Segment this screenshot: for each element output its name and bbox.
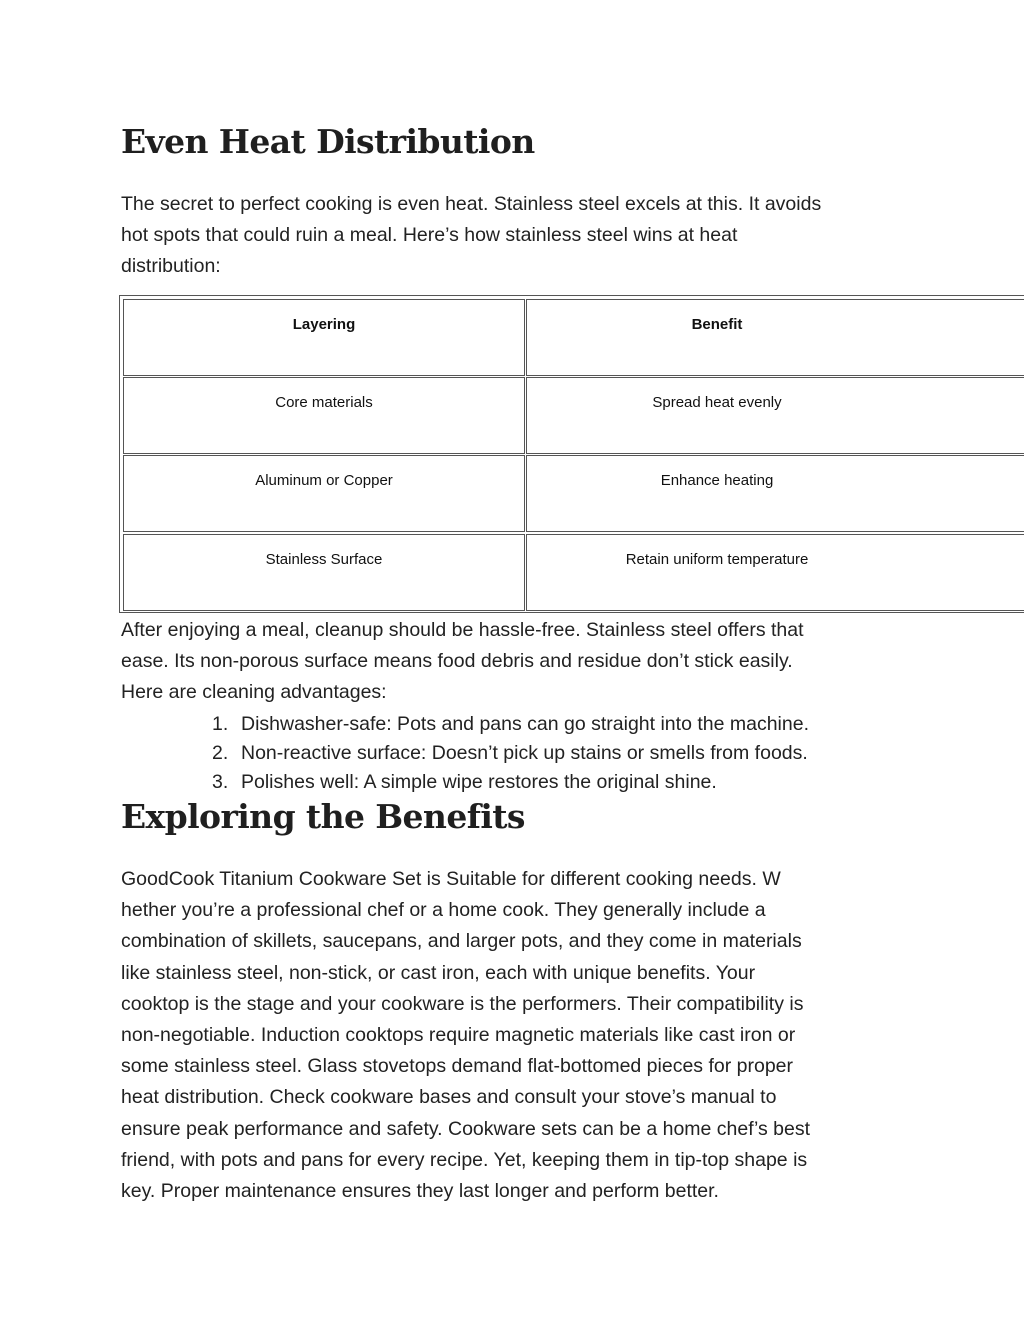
heading-exploring-the-benefits: Exploring the Benefits (121, 797, 525, 836)
intro-paragraph (121, 189, 901, 283)
list-number: 2. (212, 742, 229, 764)
benefits-line: ensure peak performance and safety. Cookware sets can be a home chef’s best (121, 1117, 811, 1140)
list-number: 1. (212, 713, 229, 735)
table-cell: Retain uniform temperature (526, 534, 1024, 611)
list-item-text: Non-reactive surface: Doesn’t pick up stains or smells from foods. (241, 742, 808, 764)
benefits-line: non-negotiable. Induction cooktops require magnetic materials like cast iron or (121, 1024, 796, 1047)
list-item (200, 768, 809, 797)
heading-even-heat-distribution: Even Heat Distribution (121, 122, 535, 161)
benefits-line: like stainless steel, non-stick, or cast iron, each with unique benefits. Your (121, 961, 756, 984)
list-item (200, 710, 809, 739)
benefits-line: hether you’re a professional chef or a home cook. They generally include a (121, 899, 766, 922)
cleaning-line: Here are cleaning advantages: (121, 681, 387, 704)
benefits-line: cooktop is the stage and your cookware is the performers. Their compatibility is (121, 992, 804, 1015)
cleaning-paragraph (121, 615, 901, 709)
benefits-line: friend, with pots and pans for every recipe. Yet, keeping them in tip-top shape is (121, 1148, 808, 1171)
benefits-line: key. Proper maintenance ensures they last longer and perform better. (121, 1180, 719, 1203)
benefits-line: GoodCook Titanium Cookware Set is Suitable for different cooking needs. W (121, 868, 781, 890)
list-number: 3. (212, 771, 229, 793)
table-cell: Enhance heating (526, 455, 1024, 532)
cleaning-line: After enjoying a meal, cleanup should be hassle-free. Stainless steel offers that (121, 619, 804, 641)
layering-benefit-table (119, 295, 1024, 613)
table-cell: Core materials (123, 377, 525, 454)
intro-line: hot spots that could ruin a meal. Here’s how stainless steel wins at heat (121, 224, 738, 247)
intro-line: distribution: (121, 255, 221, 278)
intro-line: The secret to perfect cooking is even heat. Stainless steel excels at this. It avoids (121, 193, 822, 215)
benefits-paragraph (121, 864, 901, 1207)
table-cell: Stainless Surface (123, 534, 525, 611)
benefits-line: heat distribution. Check cookware bases and consult your stove’s manual to (121, 1086, 777, 1109)
list-item-text: Polishes well: A simple wipe restores the original shine. (241, 771, 717, 793)
cleaning-line: ease. Its non-porous surface means food debris and residue don’t stick easily. (121, 650, 793, 673)
list-item-text: Dishwasher-safe: Pots and pans can go straight into the machine. (241, 713, 809, 735)
benefits-line: some stainless steel. Glass stovetops demand flat-bottomed pieces for proper (121, 1055, 793, 1078)
cleaning-advantages-list (200, 710, 809, 797)
table-cell: Spread heat evenly (526, 377, 1024, 454)
list-item (200, 739, 809, 768)
table-header-benefit: Benefit (526, 299, 1024, 376)
benefits-line: combination of skillets, saucepans, and larger pots, and they come in materials (121, 930, 802, 953)
table-header-layering: Layering (123, 299, 525, 376)
table-cell: Aluminum or Copper (123, 455, 525, 532)
